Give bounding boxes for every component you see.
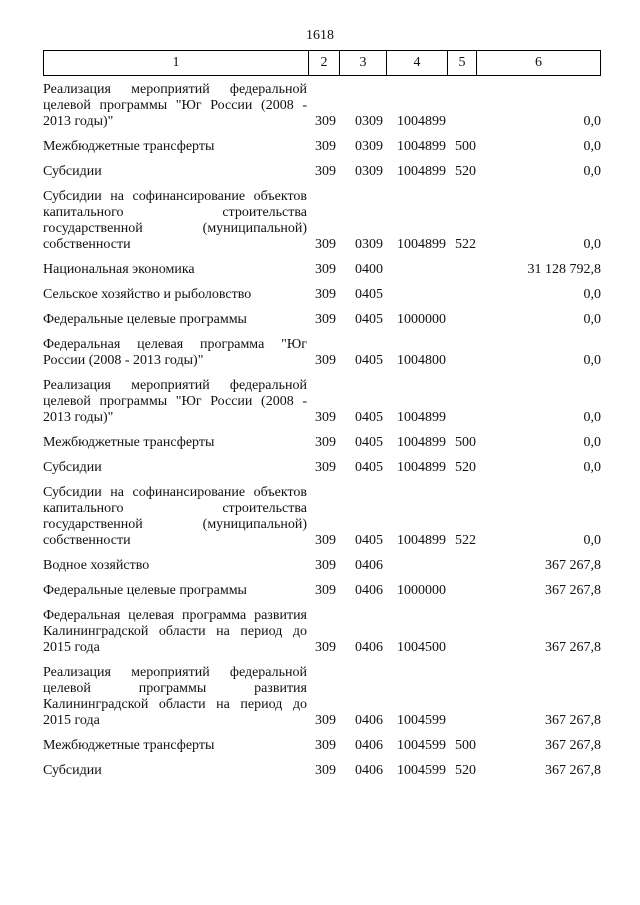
row-col-2: 309 (315, 353, 336, 368)
table-row (43, 262, 601, 287)
row-col-4: 1004899 (397, 114, 446, 129)
row-name (43, 485, 309, 558)
header-col-4: 4 (387, 51, 448, 76)
row-name-text: Федеральные целевые программы (43, 583, 247, 598)
row-amount: 367 267,8 (545, 558, 601, 573)
row-col-5 (455, 337, 495, 378)
row-col-4: 1004500 (397, 640, 446, 655)
table-row (43, 763, 601, 788)
row-name-text: Сельское хозяйство и рыболовство (43, 287, 252, 302)
row-col-4: 1004599 (397, 763, 446, 778)
row-col-2: 309 (315, 114, 336, 129)
row-col-3: 0406 (355, 558, 383, 573)
row-amount: 0,0 (583, 139, 601, 154)
table-row (43, 485, 601, 558)
row-col-4: 1004899 (397, 435, 446, 450)
table-row (43, 608, 601, 665)
row-col-3: 0405 (355, 312, 383, 327)
row-name (43, 558, 309, 583)
row-col-5 (455, 287, 495, 312)
row-col-2: 309 (315, 533, 336, 548)
row-name (43, 189, 309, 262)
row-name (43, 665, 309, 738)
row-col-5: 520 (455, 460, 476, 475)
row-amount: 367 267,8 (545, 640, 601, 655)
row-col-5: 500 (455, 435, 476, 450)
row-col-3: 0406 (355, 640, 383, 655)
row-col-5: 522 (455, 533, 476, 548)
table-row (43, 139, 601, 164)
row-col-2: 309 (315, 410, 336, 425)
row-col-3: 0309 (355, 139, 383, 154)
header-col-1: 1 (44, 51, 309, 76)
row-amount: 367 267,8 (545, 763, 601, 778)
row-name (43, 460, 309, 485)
row-col-2: 309 (315, 262, 336, 277)
row-col-3: 0405 (355, 460, 383, 475)
row-col-3: 0405 (355, 435, 383, 450)
row-col-3: 0406 (355, 713, 383, 728)
row-col-5 (455, 82, 495, 139)
row-amount: 0,0 (583, 287, 601, 302)
row-col-3: 0309 (355, 164, 383, 179)
row-col-3: 0406 (355, 583, 383, 598)
row-name (43, 312, 309, 337)
row-col-2: 309 (315, 713, 336, 728)
budget-table (43, 82, 601, 788)
row-col-3: 0406 (355, 763, 383, 778)
row-amount: 367 267,8 (545, 583, 601, 598)
table-row (43, 82, 601, 139)
page-number: 1618 (306, 28, 334, 43)
row-col-3: 0406 (355, 738, 383, 753)
table-row (43, 435, 601, 460)
row-col-3: 0405 (355, 410, 383, 425)
row-col-2: 309 (315, 460, 336, 475)
row-col-5 (455, 262, 495, 287)
row-name (43, 378, 309, 435)
row-name-text: Реализация мероприятий федеральной целевой программы развития Калининградской области на период до 2015 года (43, 665, 307, 728)
row-amount: 0,0 (583, 435, 601, 450)
row-name-text: Водное хозяйство (43, 558, 150, 573)
table-row (43, 558, 601, 583)
row-col-5 (455, 583, 495, 608)
row-col-4: 1004599 (397, 713, 446, 728)
row-col-4 (397, 558, 455, 583)
table-row (43, 337, 601, 378)
row-name (43, 262, 309, 287)
table-row (43, 189, 601, 262)
row-col-2: 309 (315, 312, 336, 327)
row-amount: 367 267,8 (545, 738, 601, 753)
row-col-2: 309 (315, 738, 336, 753)
row-col-3: 0405 (355, 287, 383, 302)
row-col-5 (455, 312, 495, 337)
row-col-5 (455, 558, 495, 583)
row-col-5: 500 (455, 139, 476, 154)
header-col-6: 6 (477, 51, 601, 76)
row-name-text: Межбюджетные трансферты (43, 435, 215, 450)
row-amount: 367 267,8 (545, 713, 601, 728)
row-name-text: Межбюджетные трансферты (43, 139, 215, 154)
row-col-4: 1004599 (397, 738, 446, 753)
table-header (43, 50, 601, 76)
table-row (43, 583, 601, 608)
row-amount: 0,0 (583, 410, 601, 425)
row-col-4: 1004899 (397, 237, 446, 252)
row-name (43, 608, 309, 665)
row-col-2: 309 (315, 763, 336, 778)
row-name (43, 435, 309, 460)
table-row (43, 312, 601, 337)
row-col-4: 1004899 (397, 164, 446, 179)
row-amount: 0,0 (583, 533, 601, 548)
row-col-3: 0400 (355, 262, 383, 277)
row-amount: 0,0 (583, 312, 601, 327)
row-name-text: Федеральная целевая программа развития Калининградской области на период до 2015 года (43, 608, 307, 655)
row-name-text: Реализация мероприятий федеральной целевой программы "Юг России (2008 - 2013 годы)" (43, 82, 307, 129)
table-row (43, 378, 601, 435)
row-col-4: 1004899 (397, 410, 446, 425)
row-col-5: 522 (455, 237, 476, 252)
row-col-2: 309 (315, 287, 336, 302)
row-name-text: Реализация мероприятий федеральной целевой программы "Юг России (2008 - 2013 годы)" (43, 378, 307, 425)
row-col-4: 1000000 (397, 583, 446, 598)
table-row (43, 287, 601, 312)
table-row (43, 460, 601, 485)
row-name-text: Субсидии (43, 460, 102, 475)
row-col-2: 309 (315, 435, 336, 450)
row-name (43, 583, 309, 608)
row-col-2: 309 (315, 139, 336, 154)
row-name-text: Федеральная целевая программа "Юг России (2008 - 2013 годы)" (43, 337, 307, 368)
row-col-5: 500 (455, 738, 476, 753)
row-name-text: Межбюджетные трансферты (43, 738, 215, 753)
table-row (43, 738, 601, 763)
row-col-2: 309 (315, 237, 336, 252)
row-col-2: 309 (315, 583, 336, 598)
row-col-3: 0309 (355, 114, 383, 129)
row-col-3: 0405 (355, 533, 383, 548)
row-name (43, 337, 309, 378)
row-col-5 (455, 608, 495, 665)
row-amount: 0,0 (583, 237, 601, 252)
row-col-5 (455, 665, 495, 738)
row-name (43, 164, 309, 189)
row-col-3: 0309 (355, 237, 383, 252)
row-col-5: 520 (455, 164, 476, 179)
row-col-3: 0405 (355, 353, 383, 368)
row-col-5: 520 (455, 763, 476, 778)
row-col-4 (397, 287, 455, 312)
row-col-4: 1004800 (397, 353, 446, 368)
row-amount: 0,0 (583, 460, 601, 475)
row-amount: 31 128 792,8 (527, 262, 601, 277)
row-name-text: Субсидии (43, 164, 102, 179)
row-col-2: 309 (315, 558, 336, 573)
row-col-2: 309 (315, 640, 336, 655)
row-amount: 0,0 (583, 353, 601, 368)
row-name-text: Субсидии на софинансирование объектов капитального строительства государственной (муниципальной) собственности (43, 485, 307, 548)
header-col-3: 3 (340, 51, 387, 76)
row-name-text: Субсидии (43, 763, 102, 778)
row-col-4: 1004899 (397, 460, 446, 475)
row-amount: 0,0 (583, 164, 601, 179)
header-col-5: 5 (448, 51, 477, 76)
row-col-4: 1000000 (397, 312, 446, 327)
row-col-4: 1004899 (397, 139, 446, 154)
row-col-2: 309 (315, 164, 336, 179)
row-name (43, 139, 309, 164)
row-name-text: Национальная экономика (43, 262, 195, 277)
row-name-text: Субсидии на софинансирование объектов капитального строительства государственной (муниципальной) собственности (43, 189, 307, 252)
row-name (43, 287, 309, 312)
table-row (43, 164, 601, 189)
row-col-5 (455, 378, 495, 435)
row-name (43, 738, 309, 763)
row-col-4: 1004899 (397, 533, 446, 548)
header-col-2: 2 (309, 51, 340, 76)
row-col-4 (397, 262, 455, 287)
table-row (43, 665, 601, 738)
header-row (44, 51, 601, 76)
row-name (43, 763, 309, 788)
row-name-text: Федеральные целевые программы (43, 312, 247, 327)
row-amount: 0,0 (583, 114, 601, 129)
row-name (43, 82, 309, 139)
